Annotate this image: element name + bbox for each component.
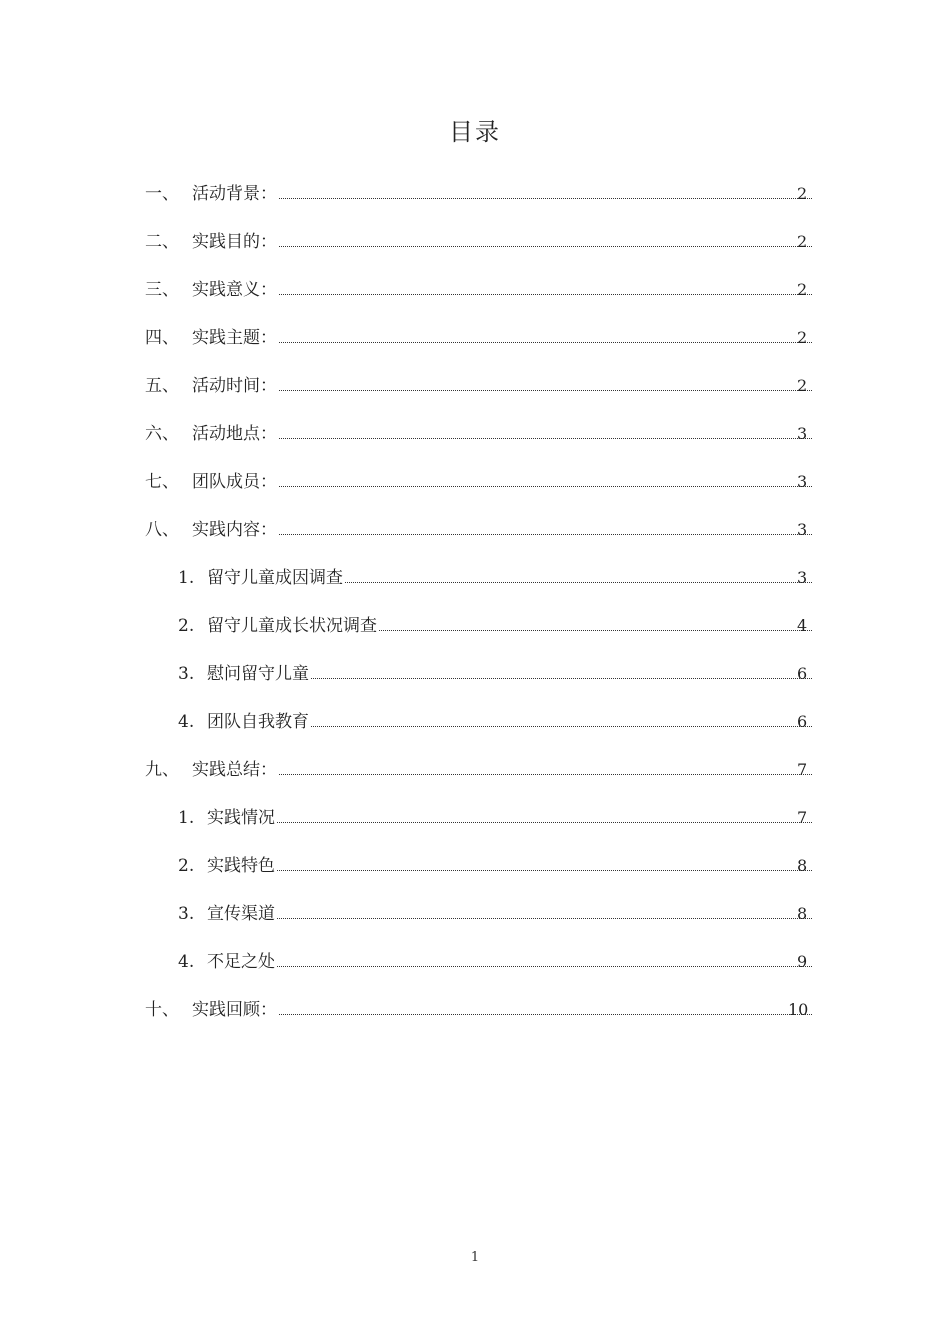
toc-entry-title: 实践目的： xyxy=(192,228,279,256)
toc-leader-dots xyxy=(227,966,812,967)
toc-entry-number: 1. xyxy=(178,808,195,828)
toc-entry-number: 二、 xyxy=(145,232,179,252)
toc-leader-dots xyxy=(212,246,812,247)
toc-leader-dots xyxy=(227,918,812,919)
toc-entry[interactable] xyxy=(0,372,950,400)
toc-entry-number: 四、 xyxy=(145,328,179,348)
toc-title: 目录 xyxy=(449,118,501,146)
toc-entry[interactable] xyxy=(0,612,950,640)
toc-leader-dots xyxy=(227,678,812,679)
toc-entry-number: 八、 xyxy=(145,520,179,540)
toc-entry[interactable] xyxy=(0,852,950,880)
toc-entry[interactable] xyxy=(0,228,950,256)
toc-entry[interactable] xyxy=(0,900,950,928)
toc-entry-page: 8 xyxy=(797,856,808,875)
toc-entry[interactable] xyxy=(0,948,950,976)
toc-entry-page: 6 xyxy=(797,664,808,683)
toc-entry-title: 团队自我教育 xyxy=(207,708,311,736)
toc-entry-title: 团队成员： xyxy=(192,468,279,496)
toc-entry-title: 实践特色 xyxy=(207,852,277,880)
toc-entry-title: 实践意义： xyxy=(192,276,279,304)
toc-entry-title: 留守儿童成因调查 xyxy=(207,564,345,592)
toc-entry-page: 2 xyxy=(797,232,808,251)
toc-entry-title: 慰问留守儿童 xyxy=(207,660,311,688)
toc-entry-title: 留守儿童成长状况调查 xyxy=(207,612,379,640)
toc-leader-dots xyxy=(212,774,812,775)
toc-entry-page: 7 xyxy=(797,808,808,827)
toc-entry-number: 七、 xyxy=(145,472,179,492)
toc-entry-title: 宣传渠道 xyxy=(207,900,277,928)
toc-entry-page: 9 xyxy=(797,952,808,971)
toc-entry-page: 3 xyxy=(797,568,808,587)
toc-leader-dots xyxy=(212,294,812,295)
toc-entry-page: 7 xyxy=(797,760,808,779)
toc-leader-dots xyxy=(212,390,812,391)
toc-entry-number: 3. xyxy=(178,664,195,684)
toc-entry-title: 活动背景： xyxy=(192,180,279,208)
toc-entry-number: 2. xyxy=(178,616,195,636)
toc-entry-page: 4 xyxy=(797,616,808,635)
toc-entry-number: 4. xyxy=(178,952,195,972)
toc-entry-number: 2. xyxy=(178,856,195,876)
toc-entry-title: 活动地点： xyxy=(192,420,279,448)
toc-entry-title: 实践总结： xyxy=(192,756,279,784)
toc-entry[interactable] xyxy=(0,276,950,304)
footer-page-number: 1 xyxy=(470,1250,480,1265)
toc-entry[interactable] xyxy=(0,180,950,208)
toc-entry-page: 2 xyxy=(797,376,808,395)
toc-entry-page: 6 xyxy=(797,712,808,731)
toc-leader-dots xyxy=(212,534,812,535)
toc-entry-number: 4. xyxy=(178,712,195,732)
toc-entry[interactable] xyxy=(0,708,950,736)
toc-entry-page: 10 xyxy=(788,1000,809,1019)
toc-entry[interactable] xyxy=(0,516,950,544)
toc-entry-page: 8 xyxy=(797,904,808,923)
toc-entry-number: 九、 xyxy=(145,760,179,780)
toc-leader-dots xyxy=(212,1014,812,1015)
toc-entry-page: 3 xyxy=(797,520,808,539)
toc-leader-dots xyxy=(227,822,812,823)
toc-entry[interactable] xyxy=(0,756,950,784)
toc-entry-title: 实践情况 xyxy=(207,804,277,832)
toc-entry[interactable] xyxy=(0,996,950,1024)
toc-entry[interactable] xyxy=(0,660,950,688)
toc-entry-number: 1. xyxy=(178,568,195,588)
toc-entry-number: 三、 xyxy=(145,280,179,300)
toc-entry-number: 五、 xyxy=(145,376,179,396)
toc-leader-dots xyxy=(212,342,812,343)
toc-entry-title: 实践内容： xyxy=(192,516,279,544)
toc-entry[interactable] xyxy=(0,804,950,832)
toc-entry[interactable] xyxy=(0,468,950,496)
toc-entry-title: 实践回顾： xyxy=(192,996,279,1024)
toc-entry-page: 3 xyxy=(797,424,808,443)
toc-leader-dots xyxy=(227,726,812,727)
toc-entry-page: 2 xyxy=(797,184,808,203)
toc-leader-dots xyxy=(212,438,812,439)
toc-entry-title: 实践主题： xyxy=(192,324,279,352)
toc-entry[interactable] xyxy=(0,564,950,592)
toc-leader-dots xyxy=(212,486,812,487)
toc-entry[interactable] xyxy=(0,324,950,352)
toc-entry[interactable] xyxy=(0,420,950,448)
toc-leader-dots xyxy=(212,198,812,199)
toc-entry-title: 活动时间： xyxy=(192,372,279,400)
toc-entry-page: 3 xyxy=(797,472,808,491)
toc-entry-page: 2 xyxy=(797,280,808,299)
toc-entry-number: 十、 xyxy=(145,1000,179,1020)
toc-leader-dots xyxy=(227,870,812,871)
toc-entry-number: 六、 xyxy=(145,424,179,444)
toc-entry-page: 2 xyxy=(797,328,808,347)
toc-entry-number: 一、 xyxy=(145,184,179,204)
toc-entry-title: 不足之处 xyxy=(207,948,277,976)
toc-entry-number: 3. xyxy=(178,904,195,924)
